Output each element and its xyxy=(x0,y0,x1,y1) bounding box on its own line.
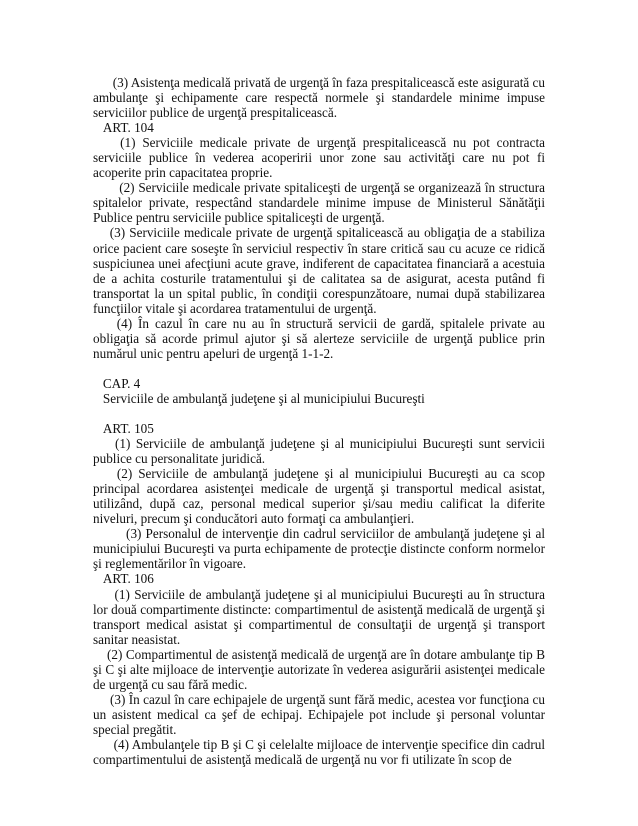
chapter-heading: CAP. 4 xyxy=(93,375,141,391)
document-page xyxy=(93,75,545,767)
paragraph-asistenta-privata: (3) Asistenţa medicală privată de urgenţă în faza prespitalicească este asigurată cu ambulanţe şi echipamente care respectă normele şi standardele minime impuse serviciilor publice de urgenţă prespitalicească. xyxy=(93,75,545,121)
paragraph-105-2: (2) Serviciile de ambulanţă judeţene şi al municipiului Bucureşti au ca scop principal acordarea asistenţei medicale de urgenţă şi transportul medical asistat, utilizând, după caz, personal medical superior şi/sau mediu calificat la diferite niveluri, precum şi conducători auto formaţi ca ambulanţieri. xyxy=(93,466,545,527)
paragraph-104-2: (2) Serviciile medicale private spitaliceşti de urgenţă se organizează în structura spitalelor private, respectând standardele minime impuse de Ministerul Sănătăţii Publice pentru serviciile publice spitaliceşti de urgenţă. xyxy=(93,180,545,226)
article-heading-104: ART. 104 xyxy=(93,120,154,136)
paragraph-105-1: (1) Serviciile de ambulanţă judeţene şi al municipiului Bucureşti sunt servicii publice cu personalitate juridică. xyxy=(93,436,545,467)
blank-line xyxy=(93,361,545,376)
chapter-title: Serviciile de ambulanţă judeţene şi al municipiului Bucureşti xyxy=(93,390,425,406)
paragraph-106-4: (4) Ambulanţele tip B şi C şi celelalte mijloace de intervenţie specifice din cadrul compartimentului de asistenţă medicală de urgenţă nu vor fi utilizate în scop de xyxy=(93,736,545,768)
article-heading-106: ART. 106 xyxy=(93,571,154,587)
paragraph-104-1: (1) Serviciile medicale private de urgenţă prespitalicească nu pot contracta serviciile publice în vederea acoperirii unor zone sau activităţi care nu pot fi acoperite prin capacitatea proprie. xyxy=(93,135,545,181)
paragraph-104-4: (4) În cazul în care nu au în structură servicii de gardă, spitalele private au obligaţia să acorde primul ajutor şi să alerteze serviciile de urgenţă publice prin numărul unic pentru apeluri de urgenţă 1-1-2. xyxy=(93,315,545,361)
paragraph-106-1: (1) Serviciile de ambulanţă judeţene şi al municipiului Bucureşti au în structura lor două compartimente distincte: compartimentul de asistenţă medicală de urgenţă şi transport medical asistat şi compartimentul de consultaţii de urgenţă şi transport sanitar neasistat. xyxy=(93,586,545,647)
paragraph-104-3: (3) Serviciile medicale private de urgenţă spitalicească au obligaţia de a stabiliza orice pacient care soseşte în serviciul respectiv în stare critică sau cu acuze ce ridică suspiciunea unei afecţiuni acute grave, indiferent de capacitatea financiară a acestuia de a achita costurile tratamentului şi de calitatea sa de asigurat, acesta putând fi transportat la un spital public, în condiţii corespunzătoare, numai după stabilizarea funcţiilor vitale şi acordarea tratamentului de urgenţă. xyxy=(93,225,545,316)
paragraph-105-3: (3) Personalul de intervenţie din cadrul serviciilor de ambulanţă judeţene şi al municipiului Bucureşti va purta echipamente de protecţie distincte conform normelor şi reglementărilor în vigoare. xyxy=(93,526,545,572)
article-heading-105: ART. 105 xyxy=(93,420,154,436)
paragraph-106-3: (3) În cazul în care echipajele de urgenţă sunt fără medic, acestea vor funcţiona cu un asistent medical ca şef de echipaj. Echipajele pot include şi personal voluntar special pregătit. xyxy=(93,691,545,737)
blank-line xyxy=(93,406,545,421)
paragraph-106-2: (2) Compartimentul de asistenţă medicală de urgenţă are în dotare ambulanţe tip B şi C şi alte mijloace de intervenţie autorizate în vederea asigurării asistenţei medicale de urgenţă cu sau fără medic. xyxy=(93,646,545,692)
